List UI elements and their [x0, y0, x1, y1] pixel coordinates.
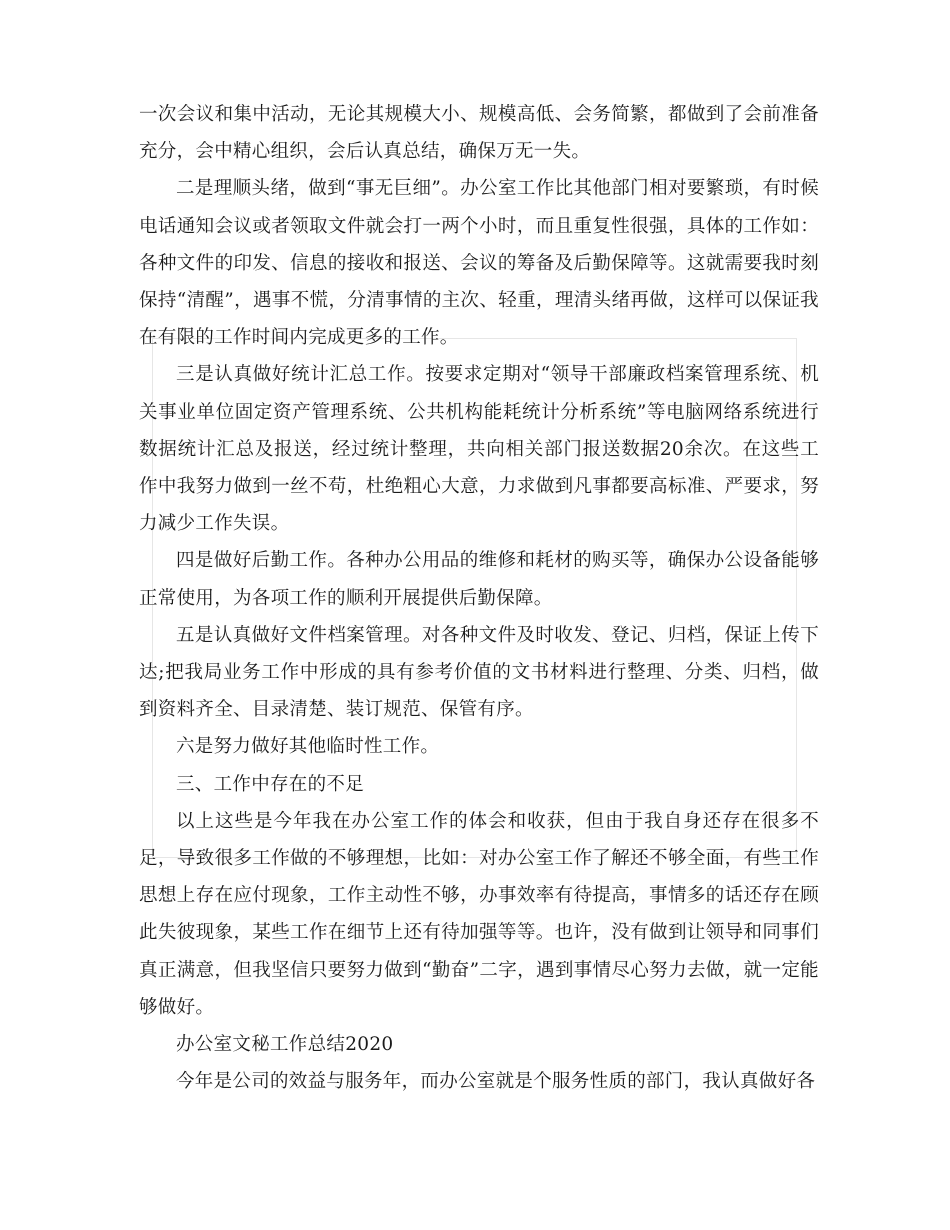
document-body [139, 96, 819, 1100]
paragraph-10: 今年是公司的效益与服务年，而办公室就是个服务性质的部门，我认真做好各 [176, 1071, 816, 1093]
paragraph-3: 三是认真做好统计汇总工作。按要求定期对“领导干部廉政档案管理系统、机关事业单位固定资产管理系统、公共机构能耗统计分析系统”等电脑网络系统进行数据统计汇总及报送，经过统计整理，共向相关部门报送数据20余次。在这些工作中我努力做到一丝不苟，杜绝粗心大意，力求做到凡事都要高标准、严要求，努力减少工作失误。 [139, 364, 819, 535]
paragraph-1: 一次会议和集中活动，无论其规模大小、规模高低、会务简繁，都做到了会前准备充分，会中精心组织，会后认真总结，确保万无一失。 [139, 104, 819, 163]
paragraph-5: 五是认真做好文件档案管理。对各种文件及时收发、登记、归档，保证上传下达;把我局业务工作中形成的具有参考价值的文书材料进行整理、分类、归档，做到资料齐全、目录清楚、装订规范、保管有序。 [139, 624, 819, 721]
section-heading-shortcomings: 三、工作中存在的不足 [176, 773, 365, 795]
paragraph-2: 二是理顺头绪，做到“事无巨细”。办公室工作比其他部门相对要繁琐，有时候电话通知会议或者领取文件就会打一两个小时，而且重复性很强，具体的工作如：各种文件的印发、信息的接收和报送、会议的筹备及后勤保障等。这就需要我时刻保持“清醒”，遇事不慌，分清事情的主次、轻重，理清头绪再做，这样可以保证我在有限的工作时间内完成更多的工作。 [139, 178, 819, 349]
paragraph-4: 四是做好后勤工作。各种办公用品的维修和耗材的购买等，确保办公设备能够正常使用，为各项工作的顺利开展提供后勤保障。 [139, 550, 819, 609]
section-title-summary-2020: 办公室文秘工作总结2020 [176, 1034, 394, 1056]
paragraph-6: 六是努力做好其他临时性工作。 [176, 736, 440, 758]
paragraph-8: 以上这些是今年我在办公室工作的体会和收获，但由于我自身还存在很多不足，导致很多工作做的不够理想，比如：对办公室工作了解还不够全面，有些工作思想上存在应付现象，工作主动性不够，办事效率有待提高，事情多的话还存在顾此失彼现象，某些工作在细节上还有待加强等等。也许，没有做到让领导和同事们真正满意，但我坚信只要努力做到“勤奋”二字，遇到事情尽心努力去做，就一定能够做好。 [139, 810, 819, 1018]
